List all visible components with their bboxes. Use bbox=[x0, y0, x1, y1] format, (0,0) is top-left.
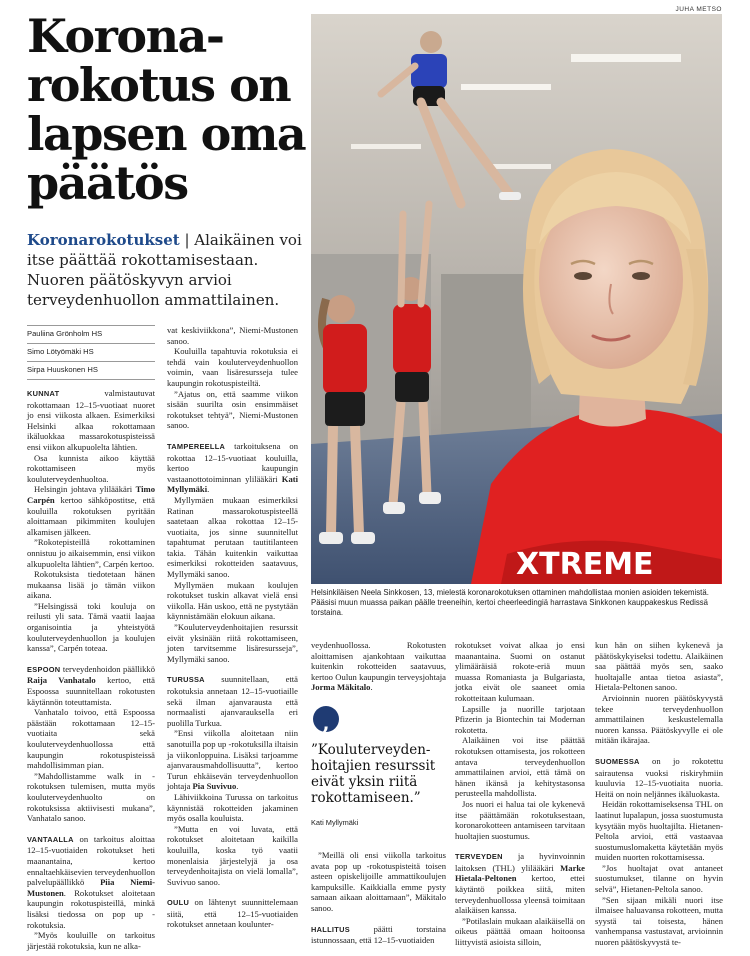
byline-author: Sirpa Huuskonen HS bbox=[27, 361, 155, 379]
article-photo bbox=[311, 14, 722, 584]
paragraph: ”Jos huoltajat ovat antaneet suostumukset, tilanne on hyvin selvä”, Hietanen-Peltola sanoo. bbox=[595, 862, 723, 895]
deck-kicker: Koronarokotukset bbox=[27, 231, 180, 249]
lead-word: TAMPEREELLA bbox=[167, 441, 226, 451]
paragraph: Arvioinnin nuoren päätöskyvystä tekee terveydenhuollon ammattilainen keskustelemalla nuoren kanssa. Päätöskyvylle ei ole mitään ikärajaa. bbox=[595, 692, 723, 746]
byline-author: Simo Lötyömäki HS bbox=[27, 343, 155, 361]
lead-word: VANTAALLA bbox=[27, 834, 74, 844]
paragraph: Helsingin johtava ylilääkäri Timo Carpén kertoo sähköpostitse, että kouluilla rokotuksen pyritään aloittamaan pikimmiten koulujen alkamisen jälkeen. bbox=[27, 484, 155, 537]
paragraph: ”Meillä oli ensi viikolla tarkoitus avata pop up -rokotuspisteitä toisen asteen opiskelijoille ammattikoulujen kampuksille. Kaikkialla emme pysty samaan aikaan aloittamaan”, Mäkitalo sanoo. bbox=[311, 850, 446, 913]
paragraph: TAMPEREELLA tarkoituksena on rokottaa 12–15-vuotiaat kouluilla, kertoo kaupungin vastaanottotoiminnan ylilääkäri Kati Myllymäki. bbox=[167, 440, 298, 495]
person-name: Jorma Mäkitalo bbox=[311, 682, 371, 693]
person-name: Kati Myllymäki bbox=[167, 473, 298, 495]
paragraph: ”Kouluterveydenhoitajien resurssit eivät yksinään riitä rokottamiseen, joten tarvitsemme lisäresursseja”, Myllymäki sanoo. bbox=[167, 622, 298, 664]
paragraph: VANTAALLA on tarkoitus aloittaa 12–15-vuotiaiden rokotukset heti maanantaina, kertoo ennaltaehkäisevien terveydenhuollon palvelupäällikkö Piia Niemi-Mustonen. Rokotukset aloitetaan kaupungin rokotuspisteillä, minkä lisäksi tiedossa on pop up -rokotuksia. bbox=[27, 833, 155, 930]
paragraph: Rokotuksista tiedotetaan hänen mukaansa lisää jo tämän viikon aikana. bbox=[27, 569, 155, 601]
byline-list bbox=[27, 325, 155, 380]
paragraph: Myllymäen mukaan esimerkiksi Ratinan massarokotuspisteellä saatetaan alkaa rokottaa 12–15-vuotiaita, jos sinne suunnitellut tapahtumat perutaan tautitilanteen takia. Tähän kuitenkin vaikuttaa esimerkiksi rokotteiden saatavuus, Myllymäki sanoo. bbox=[167, 494, 298, 580]
article-column-2 bbox=[167, 325, 298, 930]
deck-separator: | bbox=[179, 231, 195, 249]
paragraph: Heidän rokottamiseksensa THL on laatinut lupalapun, jossa suostumusta kysytään myös huoltajilta. Hietanen-Peltola arvioi, että vastaavaa suostumuslomaketta käytetään myös muiden nuorten rokottamisessa. bbox=[595, 799, 723, 863]
paragraph: OULU on lähtenyt suunnittelemaan siitä, että 12–15-vuotiaiden rokotukset annetaan koulunter- bbox=[167, 897, 298, 930]
photo-illustration bbox=[311, 14, 722, 584]
deck bbox=[27, 230, 307, 310]
lead-word: KUNNAT bbox=[27, 389, 60, 398]
pull-quote: ”Kouluterveyden-hoitajien resurssit eivät yksin riitä rokottamiseen.” bbox=[311, 742, 436, 806]
paragraph: ”Potilaslain mukaan alaikäisellä on oikeus päättää omaan hoitoonsa liittyvistä asioista silloin, bbox=[455, 915, 585, 948]
person-name: Raija Vanhatalo bbox=[27, 675, 96, 686]
paragraph: kun hän on siihen kykenevä ja päätöskykyiseksi todettu. Alaikäinen saa päättää myös sen, saako huoltajalle antaa tietoa asiasta”, Hietala-Peltonen sanoo. bbox=[595, 640, 723, 693]
shirt-text: XTREME bbox=[516, 547, 654, 582]
paragraph: ”Rokotepisteillä rokottaminen onnistuu jo aikaisemmin, ensi viikon alkupuolelta lähtien”, Carpén kertoo. bbox=[27, 537, 155, 569]
paragraph: ESPOON terveydenhoidon päällikkö Raija Vanhatalo kertoo, että Espoossa suunnitellaan rokotusten käytännön toteuttamista. bbox=[27, 663, 155, 707]
paragraph: Myllymäen mukaan koulujen rokotukset tuskin alkavat vielä ensi viikolla. Hän uskoo, että ne pystytään käynnistämään elokuun aikana. bbox=[167, 579, 298, 622]
paragraph: ”Mahdollistamme walk in -rokotuksen tulemisen, mutta myös kouluterveydenhuolto on rokotuksissa aktiivisesti mukana”, Vanhatalo sanoo. bbox=[27, 770, 155, 824]
person-name: Piia Niemi-Mustonen bbox=[27, 877, 155, 898]
paragraph: HALLITUS päätti torstaina istunnossaan, että 12–15-vuotiaiden bbox=[311, 923, 446, 946]
paragraph: Lähiviikkoina Turussa on tarkoitus käynnistää rokotteiden jakaminen myös osalla kouluista. bbox=[167, 791, 298, 824]
paragraph: TERVEYDEN ja hyvinvoinnin laitoksen (THL) ylilääkäri Marke Hietala-Peltonen kertoo, ettei käytäntö poikkea siitä, miten terveydenhuollossa yleensä toimitaan alaikäisen kanssa. bbox=[455, 851, 585, 916]
person-name: Timo Carpén bbox=[27, 484, 155, 505]
paragraph: ”Myös kouluille on tarkoitus järjestää rokotuksia, kun ne alka- bbox=[27, 930, 155, 951]
paragraph: Osa kunnista aikoo käyttää rokottamiseen myös kouluterveydenhuoltoa. bbox=[27, 452, 155, 484]
paragraph: Lapsille ja nuorille tarjotaan Pfizerin ja Biontechin tai Modernan rokotetta. bbox=[455, 703, 585, 735]
article-column-3-continued bbox=[311, 850, 446, 946]
paragraph: Jos nuori ei halua tai ole kykenevä itse päättämään rokotuksestaan, koronarokotteen antamiseen tarvitaan huoltajien suostumus. bbox=[455, 798, 585, 841]
paragraph: Kouluilla tapahtuvia rokotuksia ei tehdä vain kouluterveydenhuollon voimin, vaan lisäresursseja tulee kaupungin rokotuspisteiltä. bbox=[167, 346, 298, 388]
paragraph: ”Mutta en voi luvata, että rokotukset aloitetaan kaikilla kouluilla, koska työ vaatii monenlaisia järjestelyjä ja osa terveydenhoitajista on vielä lomalla”, Suvivuo sanoo. bbox=[167, 823, 298, 887]
paragraph: ”Ajatus on, että saamme viikon sisään suurilta osin ensimmäiset rokotukset tehtyä”, Niemi-Mustonen sanoo. bbox=[167, 388, 298, 431]
lead-word: OULU bbox=[167, 898, 190, 908]
lead-word: TURUSSA bbox=[167, 675, 205, 685]
article-column-3 bbox=[311, 640, 446, 693]
lead-word: ESPOON bbox=[27, 664, 61, 674]
pull-quote-author: Kati Myllymäki bbox=[311, 818, 359, 827]
paragraph: vat keskiviikkona”, Niemi-Mustonen sanoo. bbox=[167, 325, 298, 346]
lead-word: TERVEYDEN bbox=[455, 852, 503, 862]
paragraph: Alaikäinen voi itse päättää rokotuksen ottamisesta, jos rokotteen antava terveydenhuollon ammattilainen arvioi, että tämä on hänen ikänsä ja kehitystasonsa perusteella mahdollista. bbox=[455, 735, 585, 799]
paragraph: ”Ensi viikolla aloitetaan niin sanotuilla pop up -rokotuksilla iltaisin ja viikonloppuina. Lisäksi tarjoamme ajanvarausmahdollisuutta”, kertoo Turun ehkäisevän terveydenhuollon johtaja Pia Suvivuo. bbox=[167, 728, 298, 792]
paragraph: KUNNAT valmistautuvat rokottamaan 12–15-vuotiaat nuoret jo ensi viikosta alkaen. Esimerkiksi Helsinki alkaa rokottamaan ikäluokkaa massarokotuspisteissä ensi viikon alkupuolelta lähtien. bbox=[27, 388, 155, 452]
byline-author: Pauliina Grönholm HS bbox=[27, 325, 155, 343]
deck-text: Alaikäinen voi itse päättää rokottamisestaan. Nuoren päätöskyvyn arvioi terveydenhuollon ammattilainen. bbox=[27, 231, 302, 309]
photo-caption: Helsinkiläisen Neela Sinkkosen, 13, mielestä koronarokotuksen ottaminen mahdollistaa monien asioiden tekemistä. Pääsisi muun muassa paikan päälle treeneihin, kertoi cheerleedingiä harrastava Sinkkonen kauppakeskus Redissä torstaina. bbox=[311, 588, 709, 617]
paragraph: SUOMESSA on jo rokotettu sairautensa vuoksi riskiryhmiin kuuluvia 12–15-vuotiaita nuoria. Heitä on noin neljännes ikäluokasta. bbox=[595, 755, 723, 799]
paragraph: rokotukset voivat alkaa jo ensi maanantaina. Suomi on ostanut ylimääräisiä rokote-eriä muun muassa Romaniasta ja Bulgariasta, jotka eivät ole saaneet omia rokotteitaan kulumaan. bbox=[455, 640, 585, 703]
quote-icon: , bbox=[313, 706, 339, 732]
lead-word: HALLITUS bbox=[311, 924, 350, 934]
lead-word: SUOMESSA bbox=[595, 756, 640, 766]
article-column-5 bbox=[595, 640, 723, 948]
paragraph: Vanhatalo toivoo, että Espoossa päästään rokottamaan 12–15-vuotiaita sekä kouluterveydenhuollossa että kaupungin rokotuspisteissä mahdollisimman pian. bbox=[27, 707, 155, 771]
paragraph: ”Helsingissä toki kouluja on reilusti yli sata. Tämä vaatii laajaa organisointia ja yhteistyötä kouluterveydenhuollon ja koulujen kanssa”, Carpén toteaa. bbox=[27, 600, 155, 654]
article-column-1 bbox=[27, 388, 155, 951]
paragraph: ”Sen sijaan mikäli nuori itse ilmaisee haluavansa rokotteen, mutta syystä tai toisesta, hänen vanhempansa vastustavat, arvioinnin nuoren päätöskyvystä te- bbox=[595, 894, 723, 948]
person-name: Marke Hietala-Peltonen bbox=[455, 862, 585, 884]
paragraph: veydenhuollossa. Rokotusten aloittamisen ajankohtaan vaikuttaa kuitenkin rokotteiden saatavuus, kertoo Oulun kaupungin terveysjohtaja Jorma Mäkitalo. bbox=[311, 640, 446, 693]
paragraph: TURUSSA suunnitellaan, että rokotuksia annetaan 12–15-vuotiaille sekä ilman ajanvarausta että normaalisti ajanvarauksella eri puolilla Turkua. bbox=[167, 674, 298, 728]
article-column-4 bbox=[455, 640, 585, 948]
photo-credit: JUHA METSO bbox=[675, 6, 722, 13]
person-name: Pia Suvivuo bbox=[192, 781, 237, 792]
headline: Korona-rokotus on lapsen oma päätös bbox=[27, 9, 306, 210]
